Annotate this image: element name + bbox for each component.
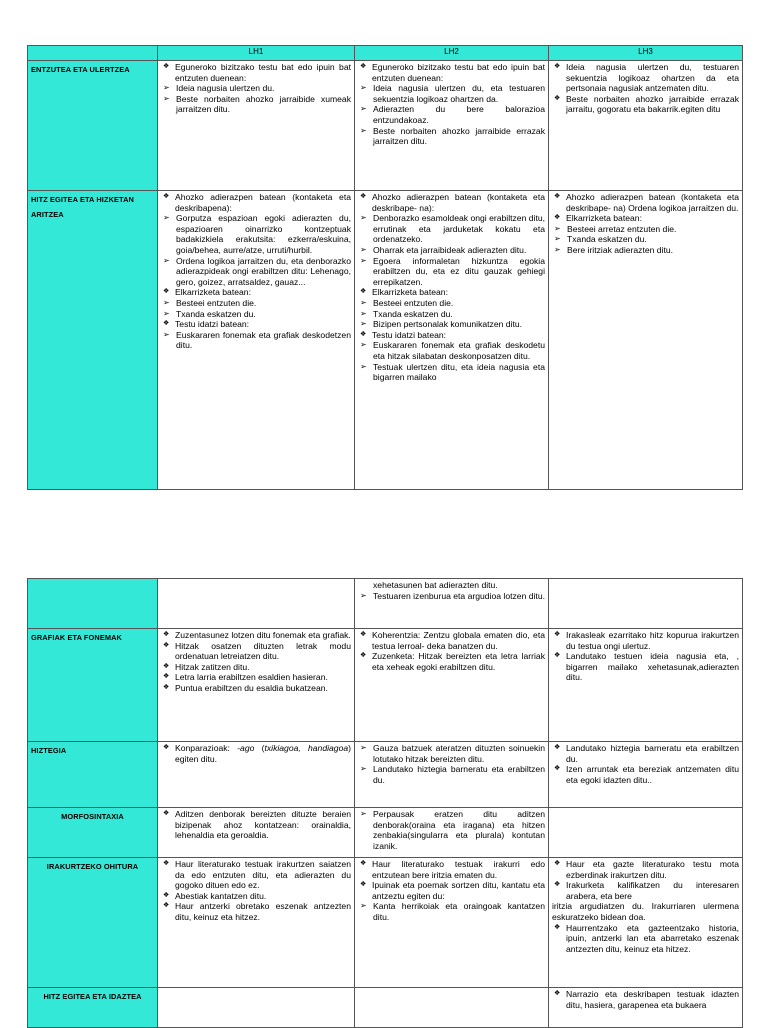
list-item: ➢ Euskararen fonemak eta grafiak deskodetu eta hitzak silabatan deskonposatzen ditu. xyxy=(358,340,545,361)
list-item: ❖ Testu idatzi batean: xyxy=(161,319,351,330)
list-item: ❖ Landutako hiztegia barneratu eta erabiltzen du. xyxy=(552,743,739,764)
list-item: ➢ Beste norbaiten ahozko jarraibide errazak jarraitzen ditu. xyxy=(358,126,545,147)
list-item: ❖ Hitzak osatzen dituzten letrak modu ordenatuan letreiatzen ditu. xyxy=(161,641,351,662)
table-row xyxy=(28,808,743,858)
row-label-hitz-egitea-idaztea: HITZ EGITEA ETA IDAZTEA xyxy=(28,988,158,1028)
list-item: ❖ Eguneroko bizitzako testu bat edo ipuin bat entzuten duenean: xyxy=(161,62,351,83)
continued-text: xehetasunen bat adierazten ditu. xyxy=(373,580,498,590)
cell-lh1 xyxy=(158,808,355,858)
list-item: ❖ Haur literaturako testuak irakurri edo entzutean bere iritzia ematen du. xyxy=(358,859,545,880)
cell-lh1 xyxy=(158,579,355,629)
row-label-irakurtzeko: IRAKURTZEKO OHITURA xyxy=(28,858,158,988)
cell-lh2 xyxy=(355,858,549,988)
cell-lh1 xyxy=(158,858,355,988)
text-part: Konparazioak: xyxy=(175,743,238,753)
list-item: ❖ Letra larria erabiltzen esaldien hasieran. xyxy=(161,672,351,683)
cell-lh3 xyxy=(549,579,743,629)
list-item: ❖ Irakurketa kalifikatzen du interesaren arabera, eta bere xyxy=(552,880,739,901)
row-label-grafiak: GRAFIAK ETA FONEMAK xyxy=(28,629,158,742)
curriculum-table-top xyxy=(27,45,743,490)
list-item: ❖ Elkarrizketa batean: xyxy=(552,213,739,224)
list-item: ➢ Landutako hiztegia barneratu eta erabiltzen du. xyxy=(358,764,545,785)
curriculum-table-bottom xyxy=(27,578,743,1028)
header-lh1: LH1 xyxy=(158,46,355,61)
cell-lh2 xyxy=(355,742,549,808)
list-item: ❖ Aditzen denborak bereizten dituzte beraien bizipenak ahoz kontatzean: orainaldia, lehenaldia eta geroaldia. xyxy=(161,809,351,841)
list-item: ➢ Txanda eskatzen du. xyxy=(161,309,351,320)
list-item: ❖ Ideia nagusia ulertzen du, testuaren sekuentzia logikoaz ohartzen da eta pertsonaia nagusiak antzematen ditu. xyxy=(552,62,739,94)
list-item: ❖ Ahozko adierazpen batean (kontaketa eta deskribape- na): xyxy=(358,192,545,213)
cell-lh2 xyxy=(355,808,549,858)
cell-lh1 xyxy=(158,191,355,490)
list-item: ➢ Gorputza espazioan egoki adierazten du, espazioaren oinarrizko kontzeptuak badakizkiela erakutsita: ezkerra/eskuina, goia/behea, aurre/atze, urruti/hurbil. xyxy=(161,213,351,255)
header-empty xyxy=(28,46,158,61)
list-item: ❖ Haur literaturako testuak irakurtzen saiatzen da edo entzuten ditu, eta adierazten du gogoko dituen edo ez. xyxy=(161,859,351,891)
list-item: ❖ Izen arruntak eta bereziak antzematen ditu eta egoki idazten ditu.. xyxy=(552,764,739,785)
cell-lh3 xyxy=(549,742,743,808)
list-item: ❖ Zuzenketa: Hitzak bereizten eta letra larriak eta xeheak egoki erabiltzen ditu. xyxy=(358,651,545,672)
cell-lh3 xyxy=(549,858,743,988)
list-item: ➢ Denborazko esamoldeak ongi erabiltzen ditu, errutinak eta jarduketak kokatu eta ordenatzeko. xyxy=(358,213,545,245)
table-header-row xyxy=(28,46,743,61)
list-item: ❖ Haurrentzako eta gazteentzako historia, ipuin, antzerki lan eta abarretako eszenak antzezten ditu, keinuz eta hitzez. xyxy=(552,923,739,955)
list-item: ➢ Besteei arretaz entzuten die. xyxy=(552,224,739,235)
list-item: ➢ Perpausak eratzen ditu aditzen denborak(oraina eta iragana) eta hitzen zenbakia(singularra eta plurala) kontutan izanik. xyxy=(358,809,545,851)
list-item: ➢ Bere iritziak adierazten ditu. xyxy=(552,245,739,256)
header-lh3: LH3 xyxy=(549,46,743,61)
list-item: ❖ Koherentzia: Zentzu globala ematen dio, eta testua lerroal- deka banatzen du. xyxy=(358,630,545,651)
cell-lh3 xyxy=(549,629,743,742)
cell-lh3 xyxy=(549,191,743,490)
list-item: ❖ Testu idatzi batean: xyxy=(358,330,545,341)
list-item: ➢ Ordena logikoa jarraitzen du, eta denborazko adierazpideak ongi erabiltzen ditu: Lehenago, gero, goizez, arratsaldez, gauaz... xyxy=(161,256,351,288)
cell-lh2 xyxy=(355,579,549,629)
list-item: ❖ Elkarrizketa batean: xyxy=(358,287,545,298)
table-row xyxy=(28,988,743,1028)
list-item: ❖ Ahozko adierazpen batean (kontaketa eta deskribape- na) Ordena logikoa jarraitzen du. xyxy=(552,192,739,213)
list-item: ❖ Haur eta gazte literaturako testu mota ezberdinak irakurtzen ditu. xyxy=(552,859,739,880)
cell-lh3 xyxy=(549,808,743,858)
continued-text: iritzia argudiatzen du. Irakurriaren ulermena eskuratzeko bidean doa. xyxy=(552,901,739,922)
list-item: ➢ Oharrak eta jarraibideak adierazten ditu. xyxy=(358,245,545,256)
cell-lh2 xyxy=(355,629,549,742)
table-row xyxy=(28,742,743,808)
table-row xyxy=(28,61,743,191)
cell-lh1 xyxy=(158,988,355,1028)
cell-lh2 xyxy=(355,191,549,490)
list-item: ➢ Beste norbaiten ahozko jarraibide xumeak jarraitzen ditu. xyxy=(161,94,351,115)
list-item: ➢ Txanda eskatzen du. xyxy=(358,309,545,320)
list-item: ➢ Testuaren izenburua eta argudioa lotzen ditu. xyxy=(358,591,545,602)
header-lh2: LH2 xyxy=(355,46,549,61)
row-label-hiztegia: HIZTEGIA xyxy=(28,742,158,808)
table-row xyxy=(28,191,743,490)
list-item: ➢ Euskararen fonemak eta grafiak deskodetzen ditu. xyxy=(161,330,351,351)
row-label-morfosintaxia: MORFOSINTAXIA xyxy=(28,808,158,858)
cell-lh1 xyxy=(158,742,355,808)
cell-lh1 xyxy=(158,629,355,742)
cell-lh1 xyxy=(158,61,355,191)
list-item: ❖ Irakasleak ezarritako hitz kopurua irakurtzen du testua ongi ulertuz. xyxy=(552,630,739,651)
list-item: ➢ Ideia nagusia ulertzen du. xyxy=(161,83,351,94)
list-item xyxy=(161,743,351,764)
list-item: ❖ Abestiak kantatzen ditu. xyxy=(161,891,351,902)
row-label-hitz-egitea: HITZ EGITEA ETA HIZKETAN ARITZEA xyxy=(28,191,158,490)
list-item: ➢ Besteei entzuten die. xyxy=(358,298,545,309)
table-row xyxy=(28,579,743,629)
cell-lh2 xyxy=(355,61,549,191)
list-item: ➢ Adierazten du bere balorazioa entzundakoaz. xyxy=(358,104,545,125)
list-item: ❖ Haur antzerki obretako eszenak antzezten ditu, keinuz eta hitzez. xyxy=(161,901,351,922)
list-item: ❖ Ipuinak eta poemak sortzen ditu, kantatu eta antzeztu egiten du: xyxy=(358,880,545,901)
cell-lh3 xyxy=(549,988,743,1028)
list-item: ❖ Beste norbaiten ahozko jarraibide errazak jarraitu, gogoratu eta bakarrik.egiten ditu xyxy=(552,94,739,115)
list-item: ➢ Txanda eskatzen du. xyxy=(552,234,739,245)
list-item: ❖ Narrazio eta deskribapen testuak idazten ditu, hasiera, garapenea eta bukaera xyxy=(552,989,739,1010)
list-item: ➢ Testuak ulertzen ditu, eta ideia nagusia eta bigarren mailako xyxy=(358,362,545,383)
row-label-empty xyxy=(28,579,158,629)
cell-lh3 xyxy=(549,61,743,191)
list-item: ➢ Bizipen pertsonalak komunikatzen ditu. xyxy=(358,319,545,330)
text-part: -ago xyxy=(237,743,255,753)
list-item: ❖ Hitzak zatitzen ditu. xyxy=(161,662,351,673)
table-row xyxy=(28,858,743,988)
list-item: ➢ Kanta herrikoiak eta oraingoak kantatzen ditu. xyxy=(358,901,545,922)
text-part: ( xyxy=(254,743,265,753)
row-label-entzutea: ENTZUTEA ETA ULERTZEA xyxy=(28,61,158,191)
list-item: ➢ Ideia nagusia ulertzen du, eta testuaren sekuentzia logikoaz ohartzen da. xyxy=(358,83,545,104)
table-row xyxy=(28,629,743,742)
list-item: ➢ Besteei entzuten die. xyxy=(161,298,351,309)
list-item: ❖ Elkarrizketa batean: xyxy=(161,287,351,298)
list-item: ❖ Eguneroko bizitzako testu bat edo ipuin bat entzuten duenean: xyxy=(358,62,545,83)
list-item: ➢ Egoera informaletan hizkuntza egokia erabiltzen du, eta ez ditu gauzak gehiegi errepikatzen. xyxy=(358,256,545,288)
text-part: ) egiten ditu. xyxy=(175,743,352,764)
cell-lh2 xyxy=(355,988,549,1028)
list-item: ❖ Ahozko adierazpen batean (kontaketa eta deskribapena): xyxy=(161,192,351,213)
list-item: ❖ Zuzentasunez lotzen ditu fonemak eta grafiak. xyxy=(161,630,351,641)
text-part: txikiagoa, handiagoa xyxy=(264,743,349,753)
list-item: ➢ Gauza batzuek ateratzen dituzten soinuekin lotutako hitzak bereizten ditu. xyxy=(358,743,545,764)
list-item: ❖ Landutako testuen ideia nagusia eta, , bigarren mailako xehetasunak,adierazten ditu. xyxy=(552,651,739,683)
list-item: ❖ Puntua erabiltzen du esaldia bukatzean. xyxy=(161,683,351,694)
